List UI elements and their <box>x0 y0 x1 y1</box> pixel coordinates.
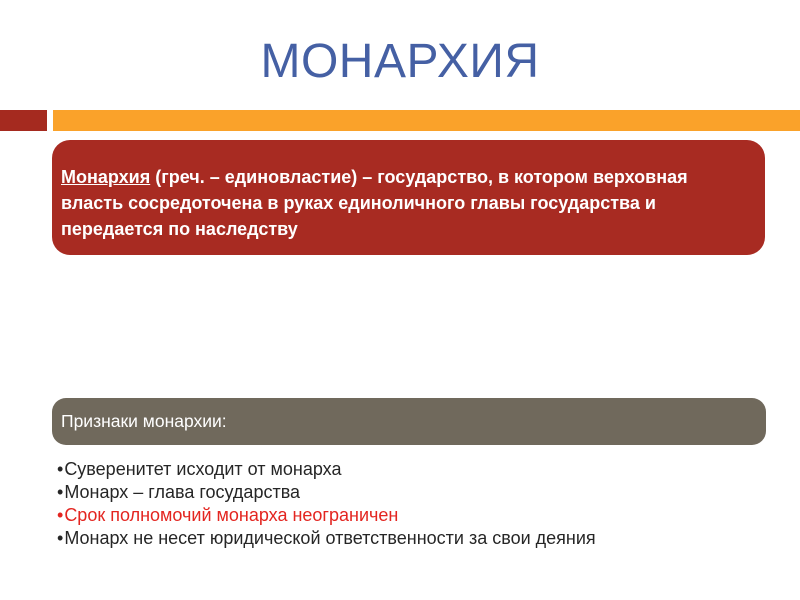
feature-item <box>57 481 767 504</box>
definition-line-1 <box>61 164 729 190</box>
feature-item-text: Срок полномочий монарха неограничен <box>64 505 399 525</box>
definition-term: Монархия <box>61 167 151 187</box>
feature-item-text: Монарх не несет юридической ответственности за свои деяния <box>64 528 596 548</box>
bullet-marker: • <box>57 459 64 479</box>
definition-line-3: передается по наследству <box>61 219 298 239</box>
feature-item-text: Суверенитет исходит от монарха <box>64 459 342 479</box>
bullet-marker: • <box>57 505 64 525</box>
bullet-marker: • <box>57 528 64 548</box>
features-header-bar <box>52 398 766 445</box>
definition-line-1-rest: (греч. – единовластие) – государство, в котором верховная <box>150 167 688 187</box>
feature-item <box>57 458 767 481</box>
feature-item <box>57 527 767 550</box>
definition-line-2: власть сосредоточена в руках единоличного главы государства и <box>61 193 656 213</box>
accent-bar-red-segment <box>0 110 47 131</box>
definition-box <box>52 140 765 255</box>
accent-bar-orange-segment <box>53 110 800 131</box>
feature-item-text: Монарх – глава государства <box>64 482 301 502</box>
bullet-marker: • <box>57 482 64 502</box>
feature-item <box>57 504 767 527</box>
page-title: МОНАРХИЯ <box>260 35 540 88</box>
features-header-label: Признаки монархии: <box>61 411 227 431</box>
features-list <box>57 458 767 550</box>
